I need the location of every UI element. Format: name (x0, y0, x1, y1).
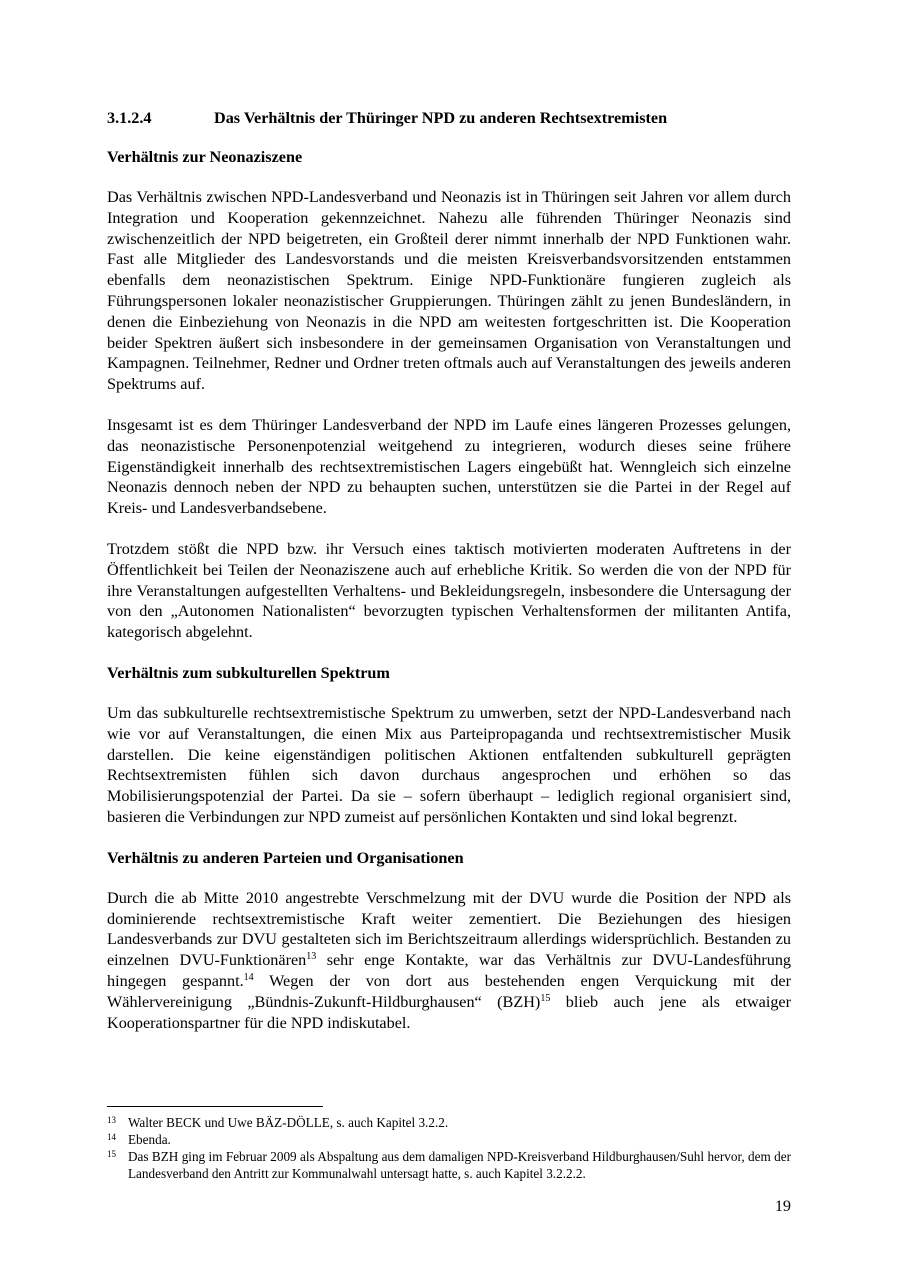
paragraph-text: Wegen der von dort aus bestehenden engen Verquickung mit der Wählervereinigung „Bündnis-Zukunft-Hildburghausen“ (BZH) (107, 971, 791, 1011)
footnote-number: 14 (107, 1132, 116, 1142)
section-number: 3.1.2.4 (107, 109, 152, 127)
footnote-divider (107, 1106, 323, 1107)
paragraph-text: sehr enge Kontakte, war das Verhältnis zur DVU-Landesführung hingegen gespannt. (107, 951, 792, 990)
paragraph-with-footnote-refs (107, 888, 791, 1034)
subheading-subkultur: Verhältnis zum subkulturellen Spektrum (107, 663, 390, 682)
paragraph-text: Durch die ab Mitte 2010 angestrebte Verschmelzung mit der DVU wurde die Position der NPD als dominierende rechtsextremistische Kraft weiter zementiert. Die Beziehungen des hiesigen Landesverbands zur DVU gestalteten sich im Berichtszeitraum allerdings widersprüchlich. Bestanden zu einzelnen DVU-Funktionären (107, 888, 791, 970)
footnote-text: Walter BECK und Uwe BÄZ-DÖLLE, s. auch Kapitel 3.2.2. (128, 1115, 449, 1130)
page-number: 19 (774, 1197, 791, 1215)
footnote-ref-13[interactable]: 13 (306, 951, 317, 963)
footnote-number: 15 (107, 1149, 116, 1159)
subheading-parteien: Verhältnis zu anderen Parteien und Organisationen (107, 848, 464, 867)
section-title: Das Verhältnis der Thüringer NPD zu anderen Rechtsextremisten (214, 109, 668, 127)
section-heading (107, 108, 791, 129)
paragraph: Insgesamt ist es dem Thüringer Landesverband der NPD im Laufe eines längeren Prozesses gelungen, das neonazistische Personenpotenzial weitgehend zu integrieren, wodurch dieses seine frühere Eigenständigkeit innerhalb des rechtsextremistischen Lagers eingebüßt hat. Wenngleich sich einzelne Neonazis dennoch neben der NPD zu behaupten suchen, unterstützen sie die Partei in der Regel auf Kreis- und Landesverbandsebene. (107, 415, 791, 518)
footnote-13 (107, 1114, 791, 1131)
footnotes (107, 1114, 791, 1182)
page-body (107, 108, 791, 1053)
paragraph: Das Verhältnis zwischen NPD-Landesverband und Neonazis ist in Thüringen seit Jahren vor allem durch Integration und Kooperation gekennzeichnet. Nahezu alle führenden Thüringer Neonazis sind zwischenzeitlich der NPD beigetreten, ein Großteil derer nimmt innerhalb der NPD Funktionen wahr. Fast alle Mitglieder des Landesvorstands und die meisten Kreisverbandsvorsitzenden entstammen ebenfalls dem neonazistischen Spektrum. Einige NPD-Funktionäre fungieren zugleich als Führungspersonen lokaler neonazistischer Gruppierungen. Thüringen zählt zu jenen Bundesländern, in denen die Einbeziehung von Neonazis in die NPD am weitesten fortgeschritten ist. Die Kooperation beider Spektren äußert sich insbesondere in der gemeinsamen Organisation von Veranstaltungen und Kampagnen. Teilnehmer, Redner und Ordner treten oftmals auch auf Veranstaltungen des jeweils anderen Spektrums auf. (107, 188, 791, 394)
footnote-ref-15[interactable]: 15 (540, 992, 551, 1004)
paragraph: Trotzdem stößt die NPD bzw. ihr Versuch eines taktisch motivierten moderaten Auftretens in der Öffentlichkeit bei Teilen der Neonaziszene auch auf erhebliche Kritik. So werden die von der NPD für ihre Veranstaltungen aufgestellten Verhaltens- und Bekleidungsregeln, insbesondere die Untersagung der von den „Autonomen Nationalisten“ bevorzugten typischen Verhaltensformen der militanten Antifa, kategorisch abgelehnt. (107, 539, 791, 642)
footnote-text: Das BZH ging im Februar 2009 als Abspaltung aus dem damaligen NPD-Kreisverband Hildburghausen/Suhl hervor, dem der Landesverband den Antritt zur Kommunalwahl untersagt hatte, s. auch Kapitel 3.2.2.2. (128, 1149, 791, 1181)
footnote-15 (107, 1148, 791, 1182)
paragraph: Um das subkulturelle rechtsextremistische Spektrum zu umwerben, setzt der NPD-Landesverband nach wie vor auf Veranstaltungen, die einen Mix aus Parteipropaganda und rechtsextremistischer Musik darstellen. Die keine eigenständigen politischen Aktionen entfaltenden subkulturell geprägten Rechtsextremisten fühlen sich davon durchaus angesprochen und erhöhen so das Mobilisierungspotenzial der Partei. Da sie – sofern überhaupt – lediglich regional organisiert sind, basieren die Verbindungen zur NPD zumeist auf persönlichen Kontakten und sind lokal begrenzt. (107, 703, 791, 826)
footnote-ref-14[interactable]: 14 (243, 971, 254, 983)
footnote-text: Ebenda. (128, 1132, 171, 1147)
subheading-neonaziszene: Verhältnis zur Neonaziszene (107, 148, 303, 166)
paragraph-text: blieb auch jene als etwaiger Kooperationspartner für die NPD indiskutabel. (107, 992, 792, 1032)
footnote-14 (107, 1131, 791, 1148)
footnote-number: 13 (107, 1115, 116, 1125)
